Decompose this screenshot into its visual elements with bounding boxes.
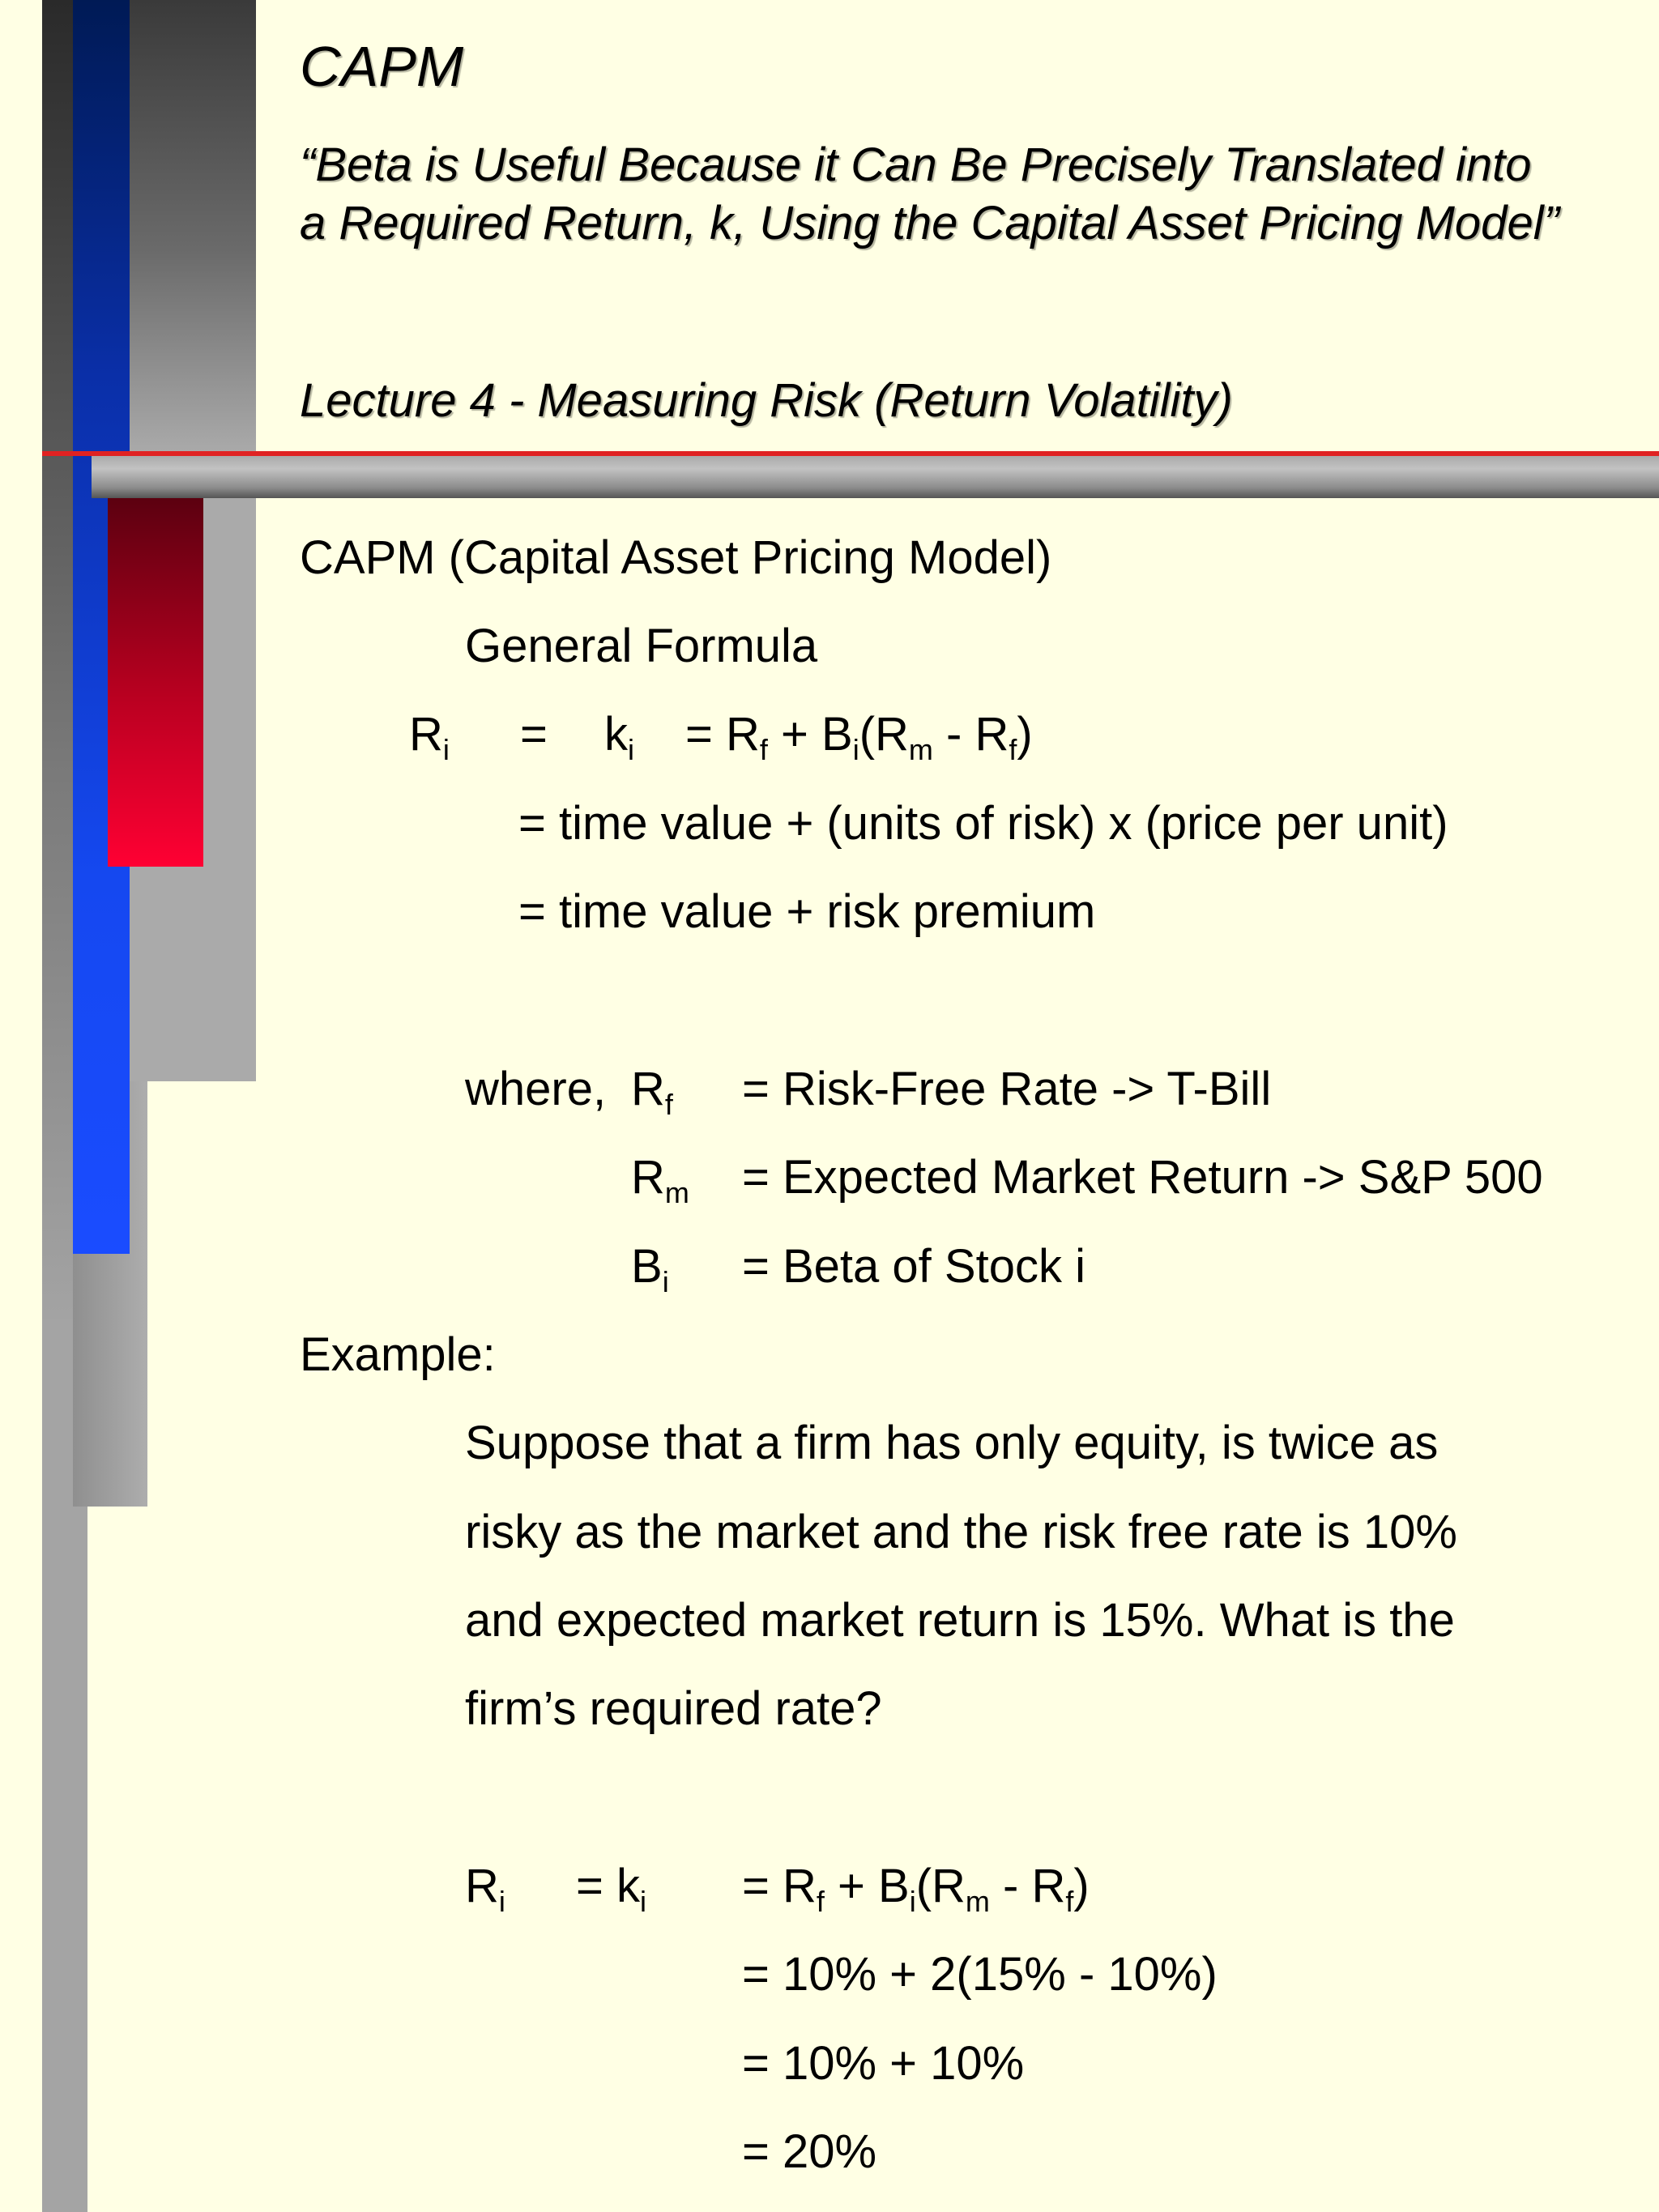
lecture-subtitle: Lecture 4 - Measuring Risk (Return Volatility): [300, 374, 1233, 427]
rf-symbol: $R_f$: [631, 1063, 673, 1121]
where-label: where,: [465, 1063, 607, 1115]
formula-lhs: $R_i$: [409, 708, 450, 766]
bi-symbol: $B_i$: [631, 1240, 669, 1298]
formula-line-2: = time value + (units of risk) x (price per unit): [518, 797, 1448, 850]
quote-line-2: a Required Return, k, Using the Capital Asset Pricing Model”: [300, 197, 1559, 249]
rm-symbol: $R_m$: [631, 1151, 689, 1209]
formula-line-3: = time value + risk premium: [518, 885, 1096, 938]
rm-definition: = Expected Market Return -> S&P 500: [742, 1151, 1543, 1204]
example-line-3: and expected market return is 15%. What is the: [465, 1594, 1455, 1647]
section-title: CAPM (Capital Asset Pricing Model): [300, 531, 1052, 584]
solution-step-2: = 10% + 2(15% - 10%): [742, 1948, 1218, 2001]
rf-definition: = Risk-Free Rate -> T-Bill: [742, 1063, 1272, 1115]
formula-k: $k_i$: [604, 708, 634, 766]
decor-bar-red: [108, 498, 203, 867]
example-label: Example:: [300, 1328, 496, 1381]
general-formula-label: General Formula: [465, 620, 818, 672]
solution-step-4: = 20%: [742, 2125, 877, 2178]
solution-k: = $k_i$: [576, 1860, 646, 1918]
solution-step-3: = 10% + 10%: [742, 2037, 1025, 2090]
example-line-2: risky as the market and the risk free rate is 10%: [465, 1506, 1457, 1558]
formula-equals: =: [520, 708, 548, 761]
example-line-4: firm’s required rate?: [465, 1682, 882, 1735]
decor-bar-dark-gray: [130, 0, 256, 454]
slide-title: CAPM: [300, 35, 464, 98]
example-line-1: Suppose that a firm has only equity, is twice as: [465, 1417, 1439, 1469]
bi-definition: = Beta of Stock i: [742, 1240, 1085, 1293]
quote-line-1: “Beta is Useful Because it Can Be Precisely Translated into: [300, 139, 1532, 191]
formula-rhs: = $R_f + B_i(R_m - R_f)$: [685, 708, 1033, 766]
solution-formula: = $R_f + B_i(R_m - R_f)$: [742, 1860, 1090, 1918]
header-divider-gray: [92, 456, 1659, 498]
solution-lhs: $R_i$: [465, 1860, 505, 1918]
